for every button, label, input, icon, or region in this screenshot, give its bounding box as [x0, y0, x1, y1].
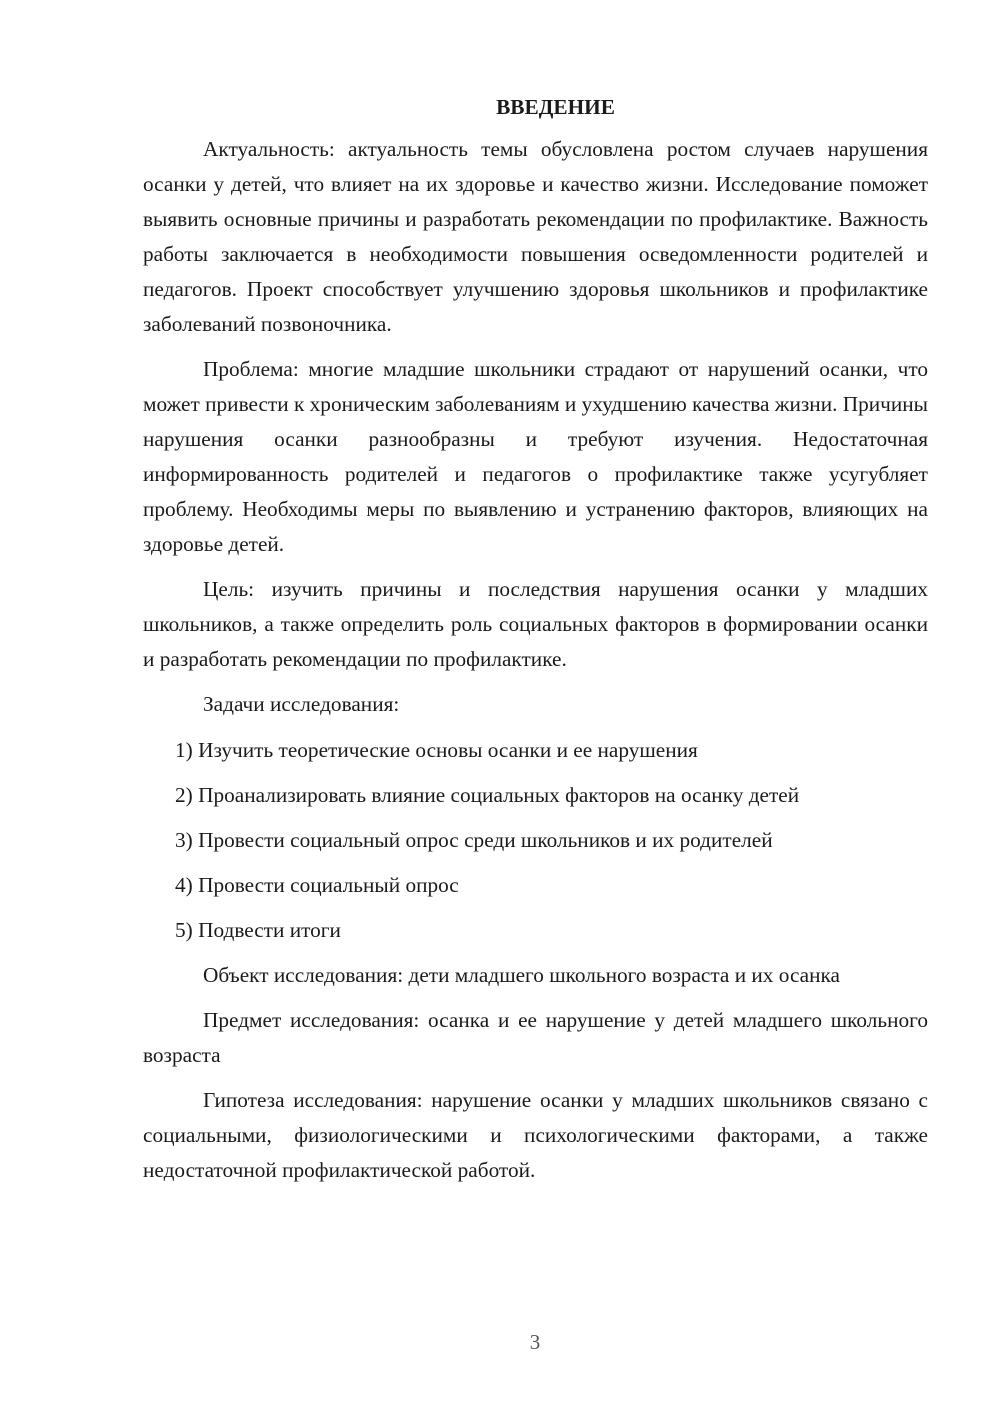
task-item: 5) Подвести итоги: [175, 918, 341, 942]
problem-paragraph: Проблема: многие младшие школьники страдают от нарушений осанки, что может привести к хроническим заболеваниям и ухудшению качества жизни. Причины нарушения осанки разнообразны и требуют изучения. Недостаточная информированность родителей и педагогов о профилактике также усугубляет проблему. Необходимы меры по выявлению и устранению факторов, влияющих на здоровье детей.: [143, 357, 928, 556]
document-page: [143, 90, 928, 1198]
task-item: 4) Провести социальный опрос: [175, 873, 459, 897]
goal-paragraph: Цель: изучить причины и последствия нарушения осанки у младших школьников, а также определить роль социальных факторов в формировании осанки и разработать рекомендации по профилактике.: [143, 577, 928, 671]
task-item: 2) Проанализировать влияние социальных факторов на осанку детей: [175, 783, 800, 807]
hypothesis-paragraph: Гипотеза исследования: нарушение осанки у младших школьников связано с социальными, физиологическими и психологическими факторами, а также недостаточной профилактической работой.: [143, 1088, 928, 1182]
subject-paragraph: Предмет исследования: осанка и ее нарушение у детей младшего школьного возраста: [143, 1008, 928, 1067]
object-paragraph: Объект исследования: дети младшего школьного возраста и их осанка: [203, 963, 841, 987]
tasks-heading: Задачи исследования:: [203, 692, 400, 716]
task-item: 1) Изучить теоретические основы осанки и ее нарушения: [175, 738, 698, 762]
page-title: ВВЕДЕНИЕ: [496, 95, 615, 119]
page-number: 3: [529, 1330, 541, 1354]
task-item: 3) Провести социальный опрос среди школьников и их родителей: [175, 828, 773, 852]
relevance-paragraph: Актуальность: актуальность темы обусловлена ростом случаев нарушения осанки у детей, что влияет на их здоровье и качество жизни. Исследование поможет выявить основные причины и разработать рекомендации по профилактике. Важность работы заключается в необходимости повышения осведомленности родителей и педагогов. Проект способствует улучшению здоровья школьников и профилактике заболеваний позвоночника.: [143, 137, 928, 336]
